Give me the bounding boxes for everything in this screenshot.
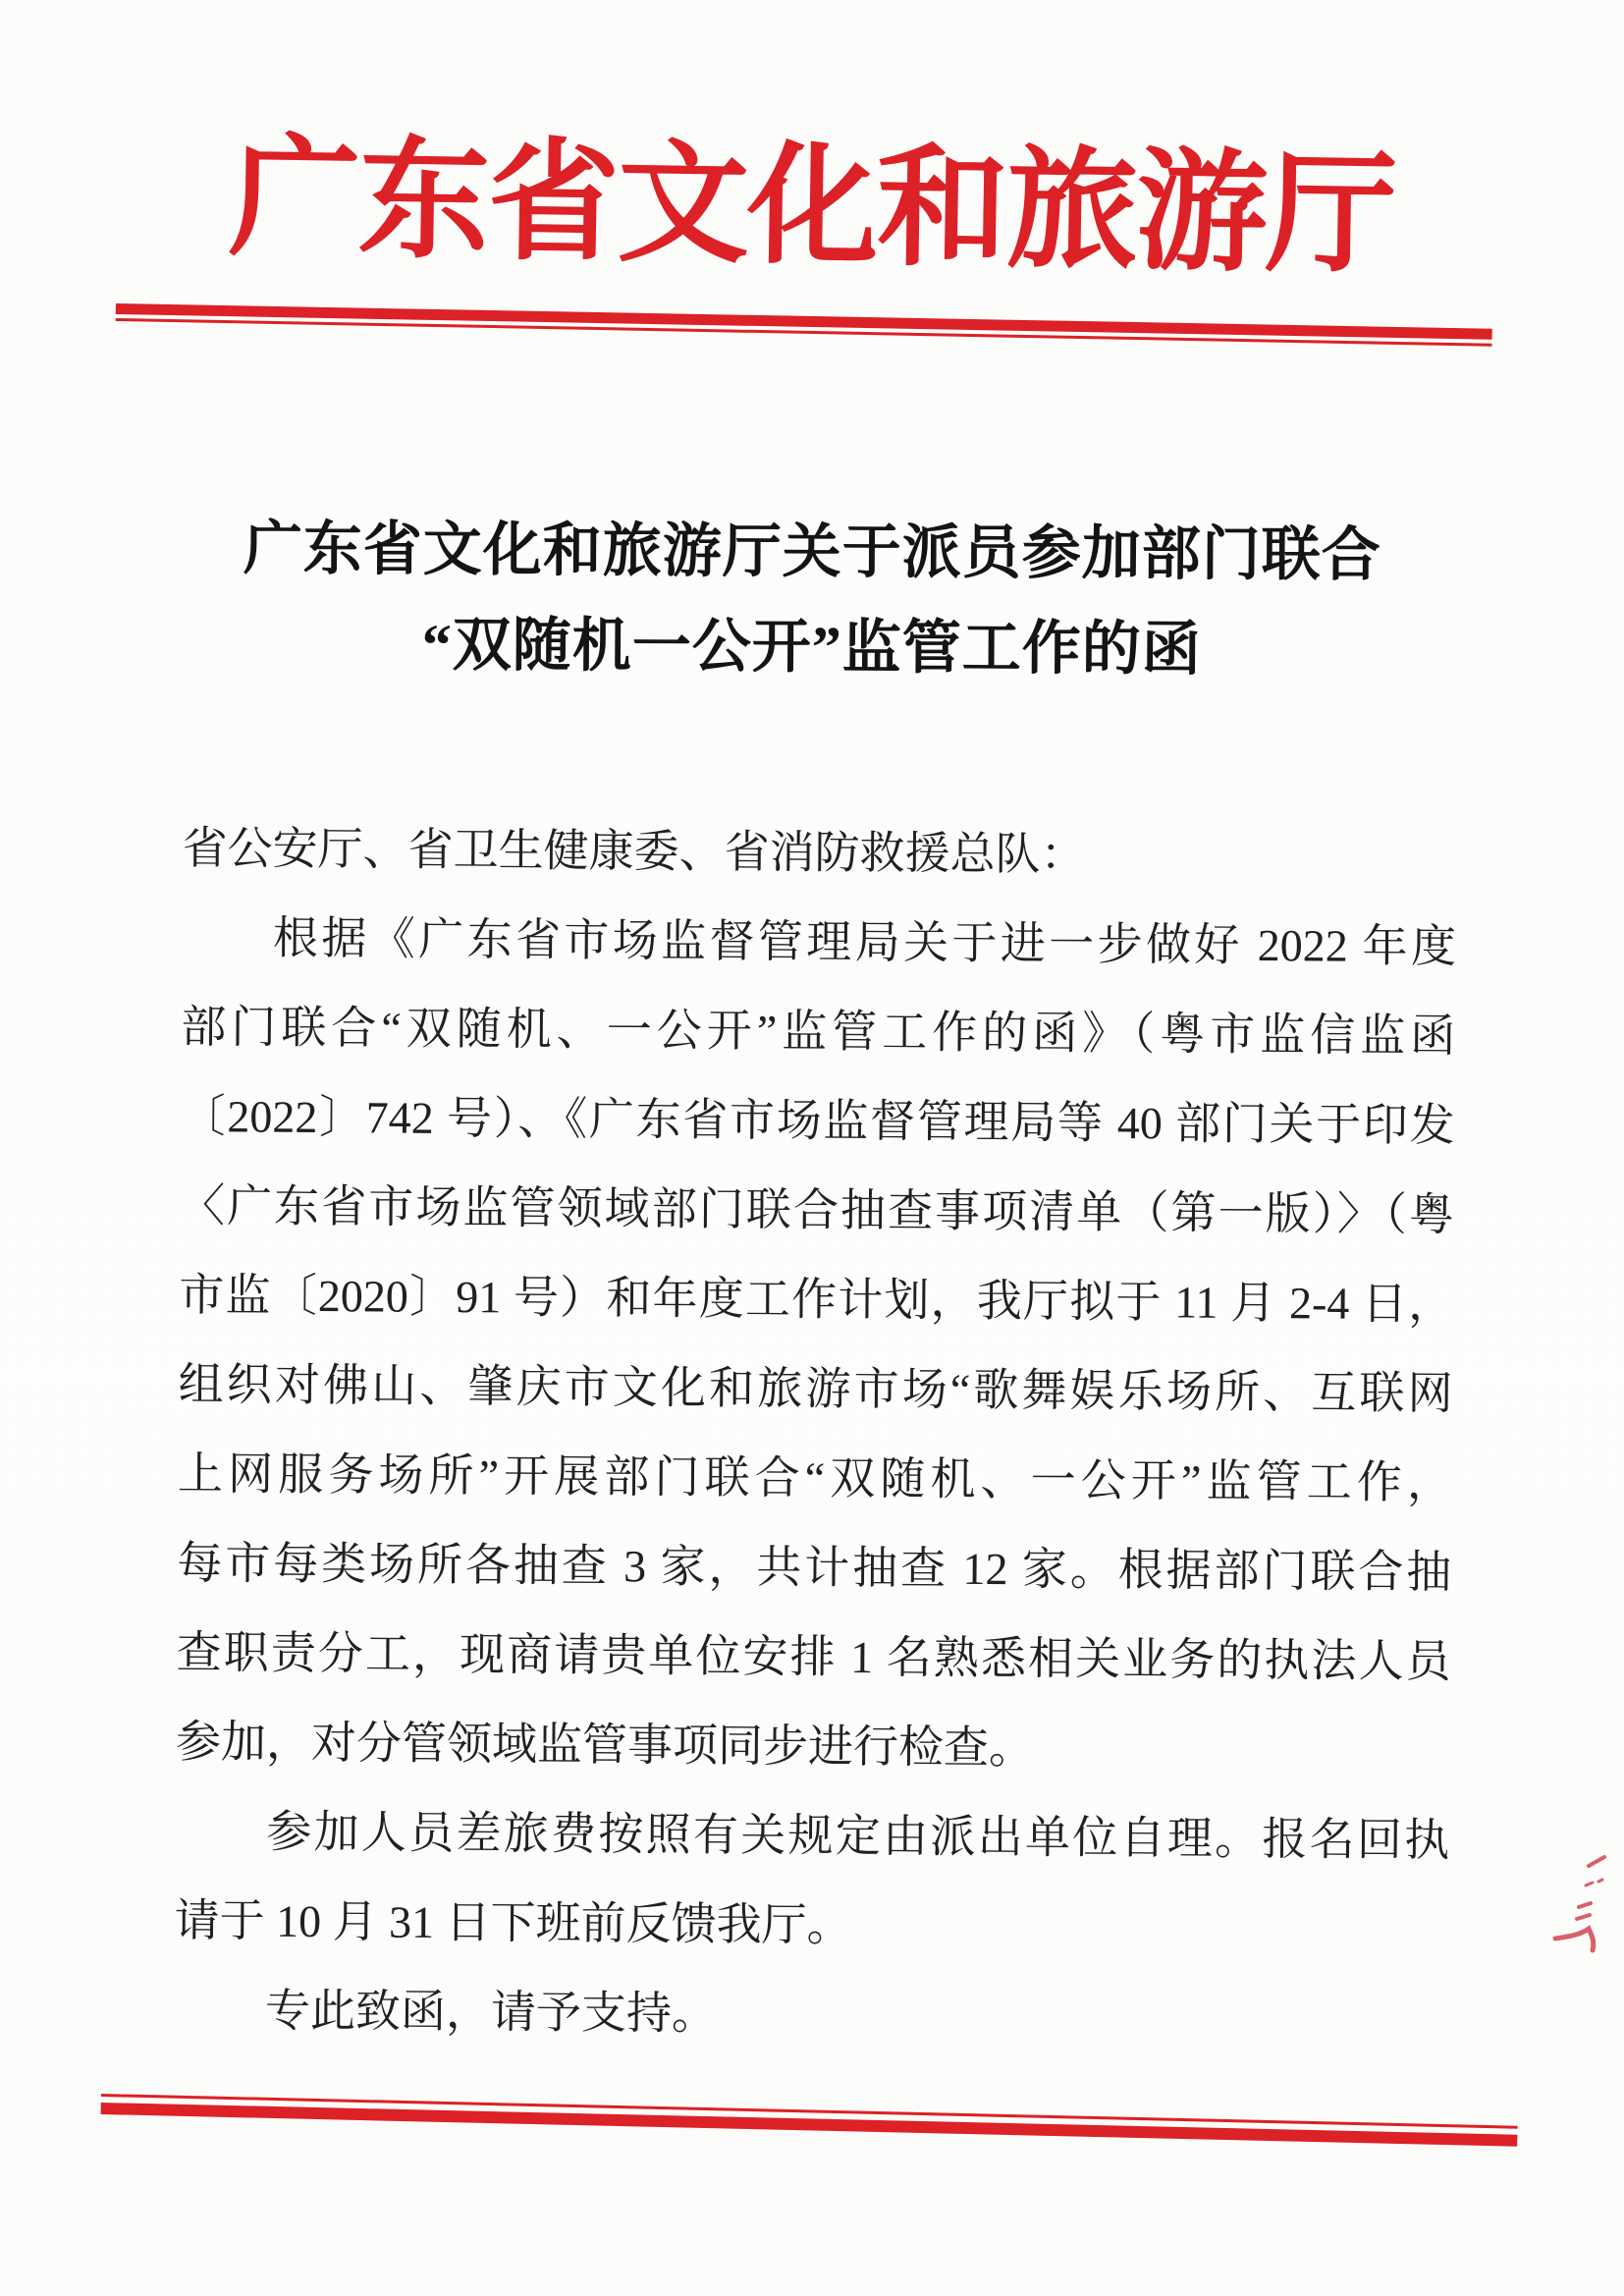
footer-double-rule: [101, 2094, 1518, 2147]
body-line: 〈广东省市场监管领域部门联合抽查事项清单（第一版）〉（粤: [179, 1179, 1455, 1240]
document-title-line-2: “双随机一公开”监管工作的函: [421, 612, 1202, 683]
body-line: 专此致函，请予支持。: [264, 1985, 718, 2040]
red-pen-marks: [1530, 1834, 1624, 1972]
document-body: [174, 803, 1457, 2063]
body-line: 部门联合“双随机、一公开”监管工作的函》（粤市监信监函: [181, 1001, 1456, 1062]
document-title-line-1: 广东省文化和旅游厅关于派员参加部门联合: [243, 516, 1381, 588]
body-line: 省公安厅、省卫生健康委、省消防救援总队：: [182, 822, 1086, 880]
body-line: 查职责分工，现商请贵单位安排 1 名熟悉相关业务的执法人员: [176, 1626, 1451, 1687]
letterhead-double-rule: [116, 303, 1492, 347]
body-line: 参加，对分管领域监管事项同步进行检查。: [175, 1716, 1035, 1774]
body-line: 每市每类场所各抽查 3 家，共计抽查 12 家。根据部门联合抽: [177, 1537, 1452, 1598]
document-title: [0, 500, 1624, 700]
body-line: 根据《广东省市场监督管理局关于进一步做好 2022 年度: [272, 912, 1457, 972]
body-line: 请于 10 月 31 日下班前反馈我厅。: [174, 1894, 852, 1951]
body-line: 市监〔2020〕91 号）和年度工作计划，我厅拟于 11 月 2-4 日，: [179, 1269, 1454, 1330]
letterhead-agency-name: 广东省文化和旅游厅: [227, 125, 1397, 290]
body-line: 〔2022〕742 号）、《广东省市场监督管理局等 40 部门关于印发: [180, 1090, 1455, 1151]
body-line: 组织对佛山、肇庆市文化和旅游市场“歌舞娱乐场所、互联网: [178, 1358, 1453, 1419]
body-line: 参加人员差旅费按照有关规定由派出单位自理。报名回执: [266, 1806, 1450, 1866]
letterhead: [0, 123, 1624, 293]
body-line: 上网服务场所”开展部门联合“双随机、一公开”监管工作，: [177, 1448, 1453, 1508]
